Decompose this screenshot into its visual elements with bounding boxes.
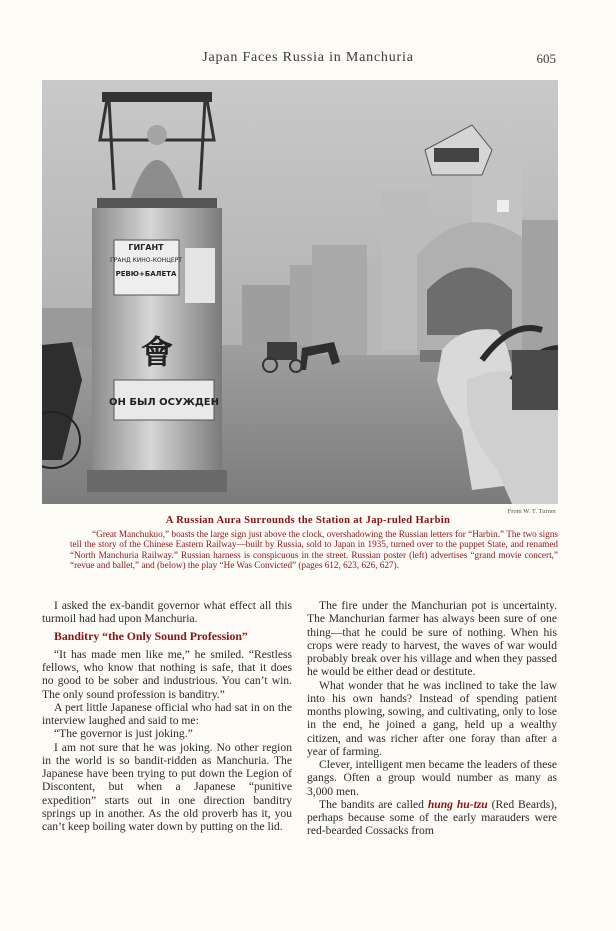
poster-line: РЕВЮ+БАЛЕТА bbox=[115, 270, 177, 278]
poster-line: ГРАНД КИНО-КОНЦЕРТ bbox=[110, 257, 182, 264]
left-column bbox=[42, 599, 292, 833]
poster-play: ОН БЫЛ ОСУЖДЕН bbox=[108, 397, 220, 408]
paragraph bbox=[307, 798, 557, 838]
poster-title: ГИГАНТ bbox=[128, 243, 164, 252]
photo-credit: From W. T. Turner bbox=[507, 508, 556, 515]
term-hung-hu-tzu: hung hu-tzu bbox=[427, 797, 488, 811]
paragraph: I am not sure that he was joking. No other region in the world is so bandit-ridden as Manchuria. The Japanese have been trying to put down the Legion of Discontent, but when a Japanese “punitive expedition” starts out in one direction banditry springs up in another. As the old proverb has it, you can’t keep boiling water down by putting on the lid. bbox=[42, 740, 292, 833]
paragraph: “The governor is just joking.” bbox=[54, 727, 193, 741]
left-building bbox=[42, 308, 97, 348]
paragraph: The fire under the Manchurian pot is uncertainty. The Manchurian farmer has always been sure of one thing—that he could be sure of nothing. When his crops were ready to harvest, the waves of war would probably break over his village and when they passed he would be either dead or destitute. bbox=[307, 599, 557, 679]
paragraph: What wonder that he was inclined to take the law into his own hands? Instead of spending patient months plowing, sowing, and cultivating, only to lose in the end, he joined a gang, held up a wealthy citizen, and was richer after one foray than after a year of farming. bbox=[307, 678, 557, 758]
distant-building bbox=[242, 285, 292, 345]
caption-title: A Russian Aura Surrounds the Station at Jap-ruled Harbin bbox=[165, 515, 451, 526]
page-header bbox=[0, 50, 616, 70]
paragraph: “It has made men like me,” he smiled. “Restless fellows, who know that nothing is safe, that it does no good to be sober and industrious. You can’t win. The only sound profession is banditry.” bbox=[42, 647, 292, 701]
paragraph-text: The bandits are called bbox=[319, 797, 428, 811]
paragraph-text: (Red Beards), perhaps because some of the early marauders were red-bearded Cossacks from bbox=[307, 797, 557, 838]
right-column bbox=[307, 599, 557, 838]
section-heading: Banditry “the Only Sound Profession” bbox=[54, 628, 248, 643]
caption-body: “Great Manchukuo,” boasts the large sign just above the clock, overshadowing the Russian letters for “Harbin.” The two signs tell the story of the Chinese Eastern Railway—built by Russia, sold to Japan in 1935, turned over to the puppet State, and renamed “North Manchuria Railway.” Russian harness is conspicuous in the street. Russian poster (left) advertises “grand movie concert,” “revue and ballet,” and (below) the play “He Was Convicted” (pages 612, 623, 626, 627). bbox=[70, 529, 558, 570]
running-title: Japan Faces Russia in Manchuria bbox=[202, 50, 414, 65]
paragraph: Clever, intelligent men became the leaders of these gangs. Often a group would number as many as 3,000 men. bbox=[307, 758, 557, 798]
paragraph: I asked the ex-bandit governor what effect all this turmoil had had upon Manchuria. bbox=[42, 599, 292, 626]
harbin-station-photo bbox=[42, 80, 558, 504]
page-number: 605 bbox=[536, 51, 556, 66]
poster-kanji: 會 bbox=[140, 333, 174, 371]
paragraph: A pert little Japanese official who had sat in on the interview laughed and said to me: bbox=[42, 700, 292, 727]
